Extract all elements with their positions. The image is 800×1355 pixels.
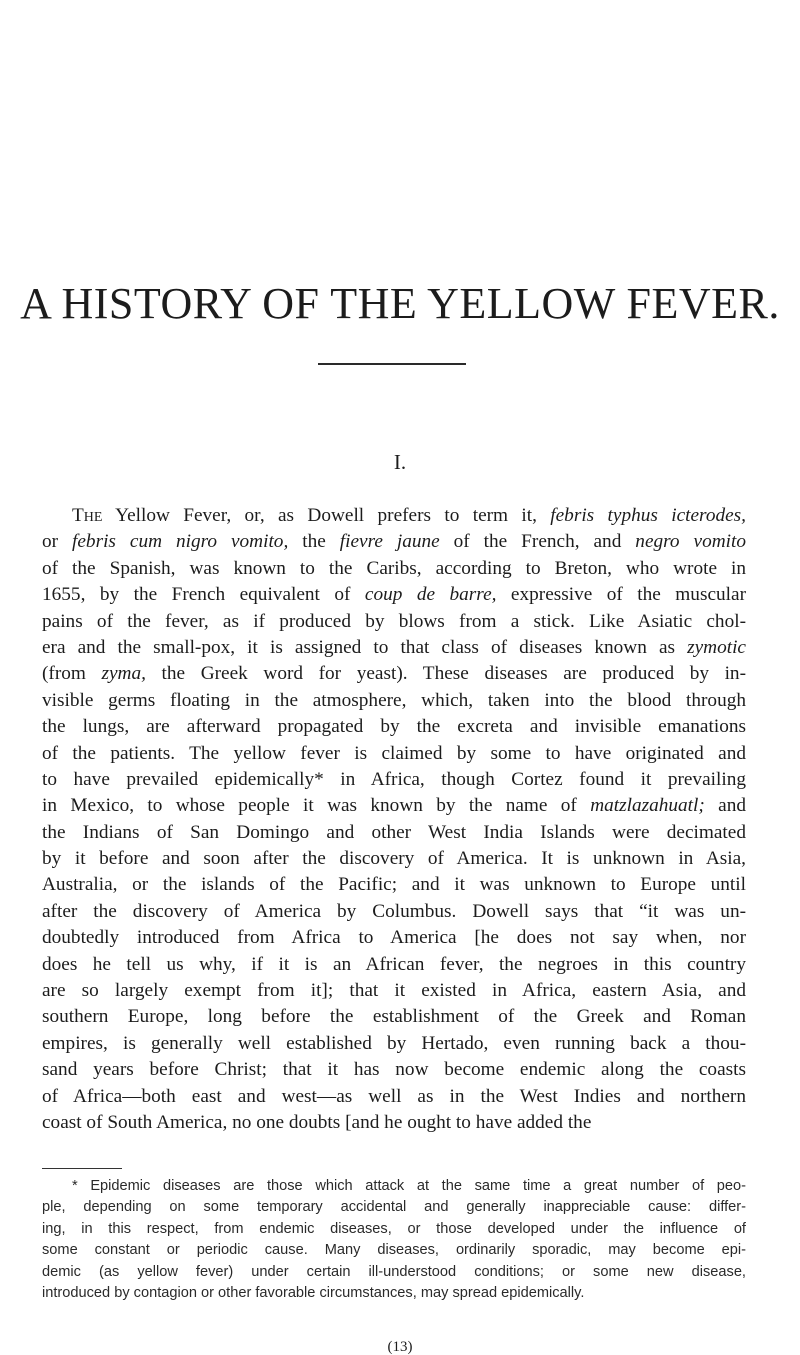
section-number: I. [393,450,407,474]
paragraph-line [42,503,746,529]
paragraph-line [42,635,746,661]
footnote-line: some constant or periodic cause. Many diseases, ordinarily sporadic, may become epi- [42,1242,746,1259]
text-run: the Greek word for yeast). These diseases are produced by in- [145,663,746,685]
text-run: visible germs floating in the atmosphere, which, taken into the blood through [42,689,746,711]
text-run: after the discovery of America by Columbus. Dowell says that “it was un- [42,900,746,922]
text-run: in Mexico, to whose people it was known by the name of [42,795,591,817]
text-run: are so largely exempt from it]; that it existed in Africa, eastern Asia, and [42,980,746,1002]
text-run: the Indians of San Domingo and other West India Islands were decimated [42,821,746,843]
paragraph-line [42,1031,746,1057]
paragraph-line [42,609,746,635]
text-run: empires, is generally well established by Hertado, even running back a thou- [42,1032,746,1054]
paragraph-line [42,793,746,819]
paragraph-line [42,846,746,872]
text-run: sand years before Christ; that it has now become endemic along the coasts [42,1059,746,1081]
paragraph-line [42,820,746,846]
paragraph-line [42,661,746,687]
paragraph-line [42,899,746,925]
paragraph-line [42,1110,746,1136]
text-run: the [288,531,340,553]
text-run: or [42,531,73,553]
footnote-line: ing, in this respect, from endemic diseases, or those developed under the influence of [42,1220,746,1237]
text-run: Australia, or the islands of the Pacific; and it was unknown to Europe until [42,874,746,896]
text-run: does he tell us why, if it is an African fever, the negroes in this country [42,953,746,975]
footnote-line: introduced by contagion or other favorable circumstances, may spread epidemically. [42,1284,585,1301]
paragraph-line [42,741,746,767]
text-run: of Africa—both east and west—as well as in the West Indies and northern [42,1085,746,1107]
text-run: and [704,795,746,817]
italic-term: negro vomito [635,531,746,553]
paragraph-line [42,556,746,582]
text-run: doubtedly introduced from Africa to America [he does not say when, nor [42,927,746,949]
paragraph-line [42,925,746,951]
chapter-title: A HISTORY OF THE YELLOW FEVER. [20,279,780,328]
text-run: the lungs, are afterward propagated by the excreta and invisible emanations [42,716,746,738]
paragraph-line [42,1057,746,1083]
paragraph-line [42,767,746,793]
paragraph-line [42,688,746,714]
paragraph-line [42,952,746,978]
paragraph-line [42,529,746,555]
text-run: era and the small-pox, it is assigned to that class of diseases known as [42,636,688,658]
paragraph-line [42,1004,746,1030]
footnote-line: * Epidemic diseases are those which attack at the same time a great number of peo- [72,1178,746,1194]
paragraph-line [42,978,746,1004]
paragraph-line [42,714,746,740]
text-run: The [72,505,103,526]
footnote-line: ple, depending on some temporary accidental and generally inappreciable cause: differ- [42,1199,746,1216]
text-run: southern Europe, long before the establishment of the Greek and Roman [42,1006,746,1028]
text-run: pains of the fever, as if produced by blows from a stick. Like Asiatic chol- [42,610,746,632]
text-run: of the Spanish, was known to the Caribs, according to Breton, who wrote in [42,557,746,579]
text-run: of the patients. The yellow fever is claimed by some to have originated and [42,742,746,764]
text-run: (from [42,663,102,685]
text-run: 1655, by the French equivalent of [42,584,365,606]
italic-term: matzlazahuatl; [590,795,705,817]
footnote [42,1176,746,1304]
title-rule-divider [318,363,466,365]
italic-term: zyma, [101,663,146,685]
footnote-rule-divider [42,1168,122,1169]
paragraph-line [42,582,746,608]
body-paragraph [42,503,746,1136]
text-run: to have prevailed epidemically* in Africa, though Cortez found it prevailing [42,768,746,790]
page-number: (13) [387,1339,413,1355]
italic-term: fievre jaune [339,531,440,553]
italic-term: febris typhus icterodes, [550,505,746,526]
text-run: expressive of the muscular [496,584,746,606]
text-run: Yellow Fever, or, as Dowell prefers to term it, [102,505,551,526]
italic-term: zymotic [687,636,746,658]
italic-term: coup de barre, [364,584,497,606]
text-run: by it before and soon after the discovery of America. It is unknown in Asia, [42,848,746,870]
paragraph-line [42,1084,746,1110]
text-run: coast of South America, no one doubts [and he ought to have added the [42,1111,592,1133]
italic-term: febris cum nigro vomito, [72,531,289,553]
footnote-line: demic (as yellow fever) under certain ill-understood conditions; or some new disease, [42,1263,746,1280]
text-run: of the French, and [439,531,636,553]
paragraph-line [42,872,746,898]
